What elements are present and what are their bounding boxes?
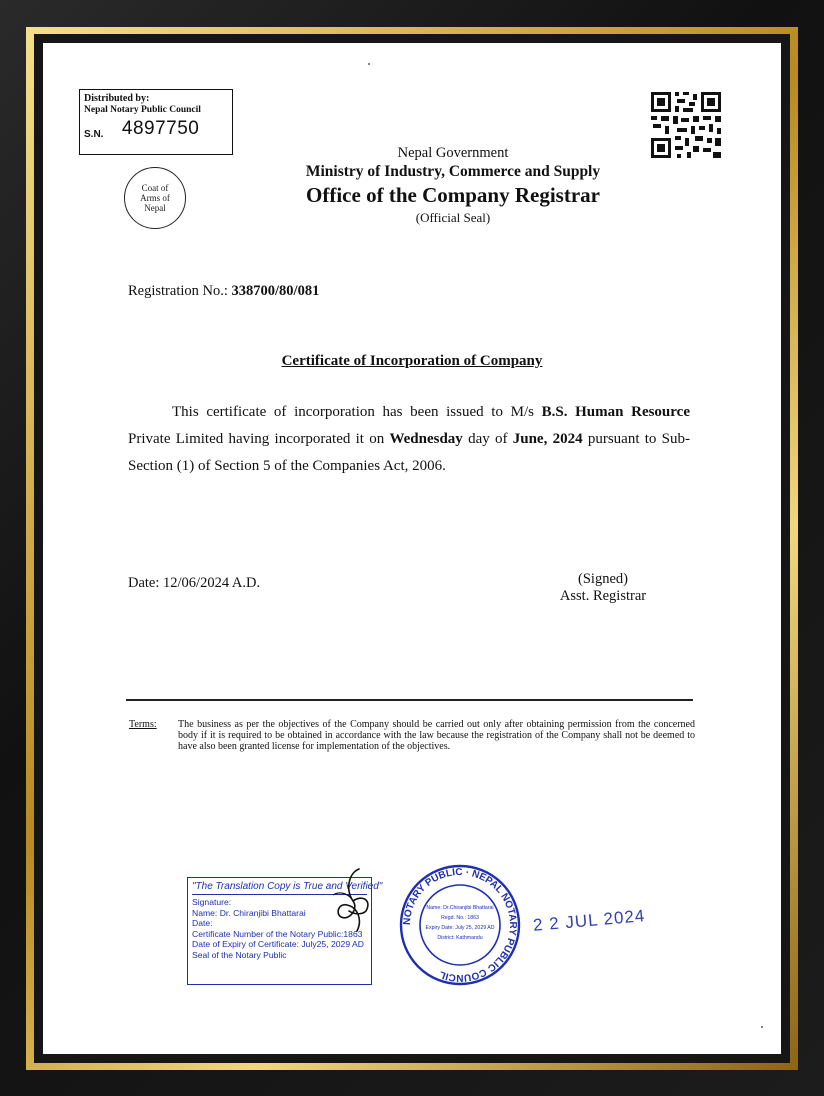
registration-line — [128, 283, 319, 300]
serial-number-row — [84, 118, 228, 140]
incorporation-month: June, 2024 — [512, 431, 583, 447]
seal-district: District: Kathmandu — [437, 935, 483, 941]
notary-name: Name: Dr. Chiranjibi Bhattarai — [192, 907, 306, 918]
notary-signature-label: Signature: — [192, 897, 232, 907]
signature-block — [553, 571, 653, 605]
speck — [368, 63, 370, 65]
serial-label: S.N. — [84, 129, 104, 140]
seal-regd: Regd. No.: 1863 — [441, 915, 479, 921]
notary-seal-label: Seal of the Notary Public — [192, 949, 287, 960]
coat-line1: Coat of — [141, 183, 169, 193]
header-official-seal: (Official Seal) — [415, 210, 491, 225]
coat-line3: Nepal — [144, 203, 166, 213]
terms-label: Terms: — [129, 719, 157, 730]
seal-expiry: Expiry Date: July 25, 2029 AD — [425, 925, 495, 931]
signatory-title: Asst. Registrar — [559, 588, 647, 604]
issue-date: Date: 12/06/2024 A.D. — [128, 575, 261, 591]
coat-line2: Arms of — [140, 193, 170, 203]
terms-divider — [126, 699, 693, 701]
handwritten-signature-icon — [319, 865, 383, 937]
notary-certificate-number: Certificate Number of the Notary Public:1863 — [192, 928, 363, 939]
serial-number: 4897750 — [121, 118, 200, 139]
notary-stamp-heading: "The Translation Copy is True and Verified" — [192, 881, 367, 895]
received-date-stamp: 2 2 JUL 2024 — [532, 906, 647, 935]
distributor-line1: Distributed by: — [84, 93, 150, 104]
company-name: B.S. Human Resource — [541, 404, 690, 420]
body-part4: pursuant to Sub-Section (1) of Section 5 of the Companies Act, 2006. — [128, 431, 691, 474]
terms-text: The business as per the objectives of the Company should be carried out only after obtaining permission from the concerned body if it is required to be obtained in accordance with the law because the registration of the Company shall not be deemed to have also been granted license for implementation of the objectives. — [178, 719, 695, 752]
certificate-title: Certificate of Incorporation of Company — [281, 353, 543, 369]
notary-date-label: Date: — [192, 918, 213, 928]
seal-outer-text: NOTARY PUBLIC · NEPAL NOTARY PUBLIC COUNCIL — [401, 866, 519, 984]
body-part1: This certificate of incorporation has been issued to M/s — [172, 404, 542, 420]
seal-name: Name: Dr.Chiranjibi Bhattarai — [426, 905, 494, 911]
certificate-body — [128, 399, 690, 480]
certificate-paper — [43, 43, 781, 1054]
registration-number: 338700/80/081 — [231, 283, 320, 299]
header-ministry: Ministry of Industry, Commerce and Supply — [305, 163, 601, 180]
header-office: Office of the Company Registrar — [306, 183, 600, 207]
body-part2: Private Limited having incorporated it on — [128, 431, 390, 447]
distributor-line2: Nepal Notary Public Council — [84, 105, 201, 115]
registration-label: Registration No.: — [128, 283, 232, 299]
body-part3: day of — [462, 431, 513, 447]
incorporation-day: Wednesday — [389, 431, 463, 447]
notary-round-seal — [398, 863, 522, 987]
notary-certificate-expiry: Date of Expiry of Certificate: July25, 2029 AD — [192, 939, 364, 949]
header-government: Nepal Government — [397, 145, 509, 161]
speck — [761, 1026, 763, 1028]
signed-text: (Signed) — [578, 571, 628, 587]
